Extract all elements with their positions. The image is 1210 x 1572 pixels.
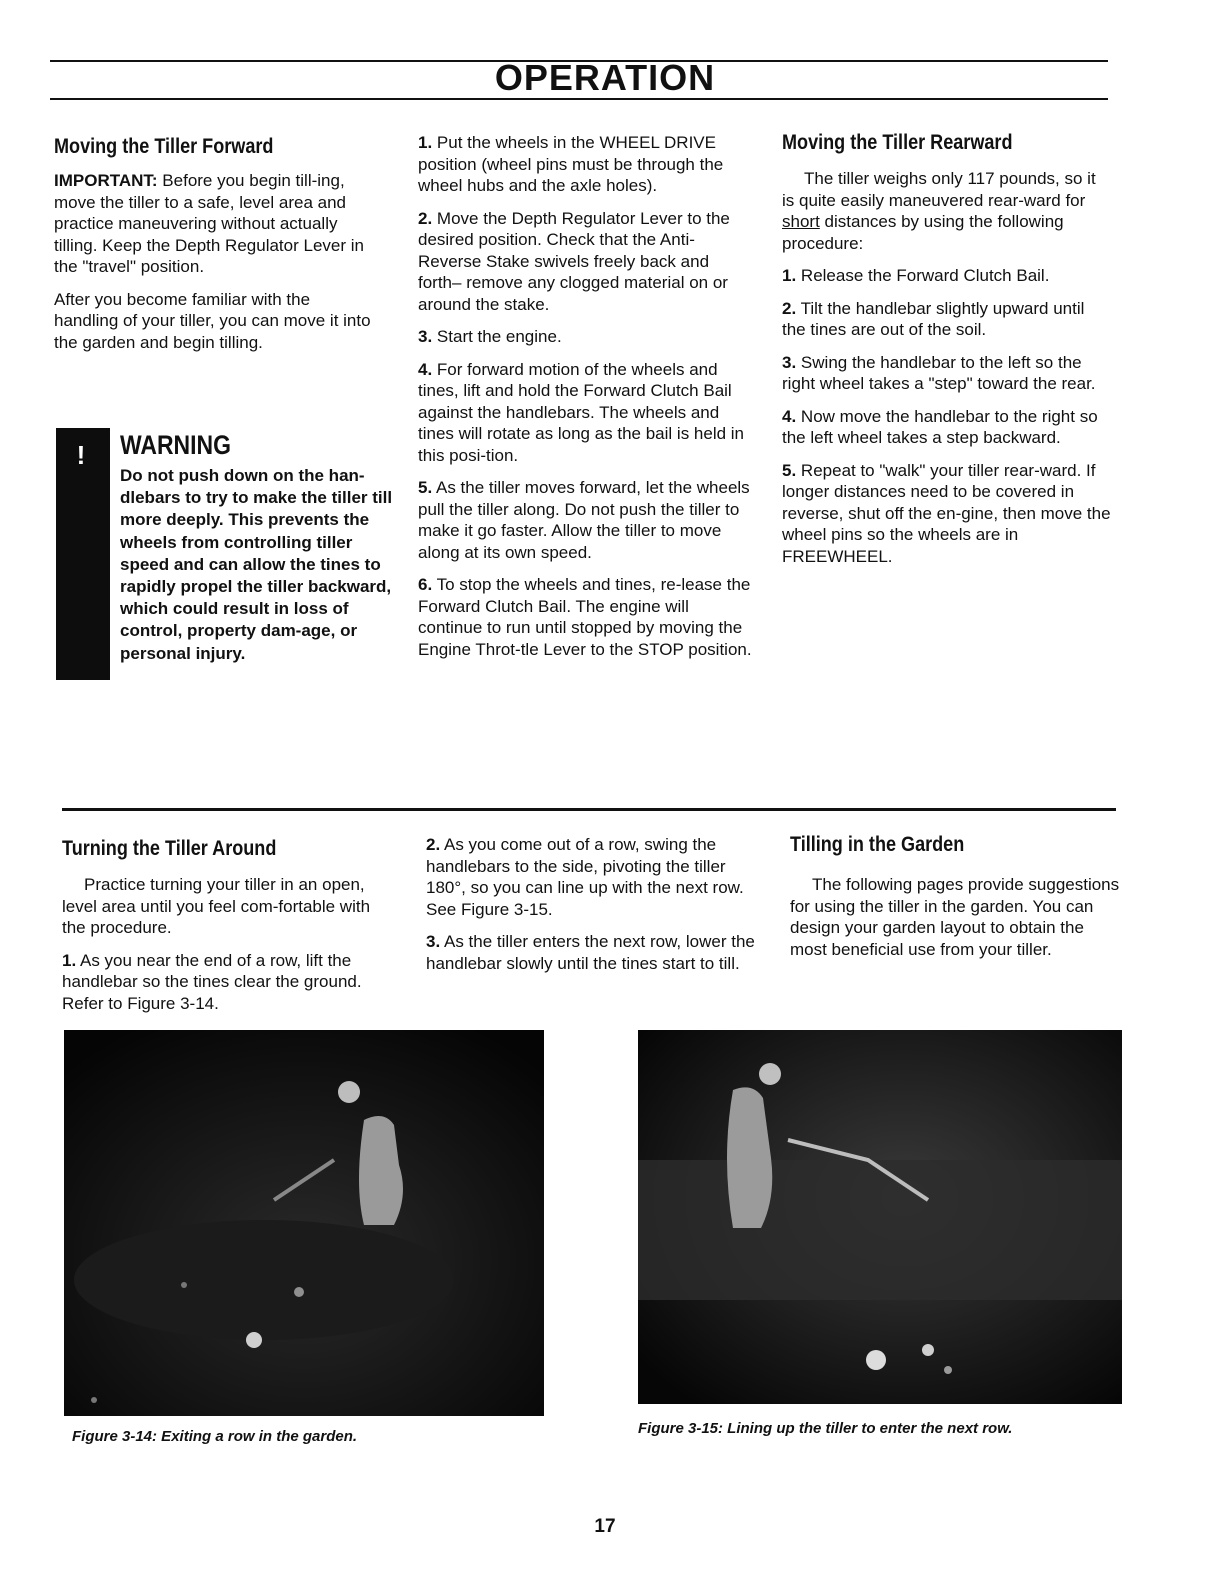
rearward-step: 2. Tilt the handlebar slightly upward until the tines are out of the soil.: [782, 298, 1085, 339]
rearward-section: [782, 168, 1112, 578]
figure-3-15-caption: Figure 3-15: Lining up the tiller to enter the next row.: [638, 1420, 1013, 1437]
figure-3-15-photo: [638, 1030, 1122, 1404]
forward-intro: [54, 170, 374, 364]
figure-3-15-image: [638, 1030, 1122, 1404]
rearward-step: 1. Release the Forward Clutch Bail.: [782, 266, 1050, 285]
important-text: Before you begin till-ing, move the tiller to a safe, level area and practice maneuvering without actually tilling. Keep the Depth Regulator Lever in the "travel" position.: [54, 171, 364, 276]
turning-steps-continued: [426, 834, 756, 985]
page-number: 17: [594, 1516, 616, 1537]
section-divider-rule: [62, 808, 1116, 811]
turning-intro: Practice turning your tiller in an open, level area until you feel com-fortable with the procedure.: [62, 875, 371, 937]
forward-step: 2. Move the Depth Regulator Lever to the desired position. Check that the Anti-Reverse Stake swivels freely back and forth– remove any clogged material on or around the stake.: [418, 208, 730, 314]
rearward-step: 5. Repeat to "walk" your tiller rear-ward. If longer distances need to be covered in reverse, shut off the en-gine, then move the wheel pins so the wheels are in FREEWHEEL.: [782, 460, 1111, 566]
warning-exclamation-icon: !: [76, 440, 86, 470]
rearward-intro: The tiller weighs only 117 pounds, so it is quite easily maneuvered rear-ward for short distances by using the following procedure:: [782, 169, 1096, 253]
garden-heading: Tilling in the Garden: [790, 833, 965, 856]
important-paragraph: [54, 170, 374, 278]
forward-step: 6. To stop the wheels and tines, re-lease the Forward Clutch Bail. The engine will continue to run until stopped by moving the Engine Throt-tle Lever to the STOP position.: [418, 575, 752, 659]
turning-step: 2. As you come out of a row, swing the handlebars to the side, pivoting the tiller 180°, so you can line up with the next row. See Figure 3-15.: [426, 835, 744, 919]
forward-para2: After you become familiar with the handling of your tiller, you can move it into the garden and begin tilling.: [54, 289, 371, 352]
forward-step: 5. As the tiller moves forward, let the wheels pull the tiller along. Do not push the tiller to make it go faster. Allow the tiller to move along at its own speed.: [418, 478, 750, 562]
turning-heading: Turning the Tiller Around: [62, 837, 277, 860]
garden-text: The following pages provide suggestions for using the tiller in the garden. You can design your garden layout to obtain the most beneficial use from your tiller.: [790, 875, 1120, 959]
forward-heading: Moving the Tiller Forward: [54, 135, 274, 158]
rearward-heading: Moving the Tiller Rearward: [782, 131, 1013, 154]
warning-title: WARNING: [120, 430, 231, 460]
forward-step: 4. For forward motion of the wheels and tines, lift and hold the Forward Clutch Bail against the handlebars. The wheels and tines will rotate as long as the bail is held in this posi-tion.: [418, 359, 745, 465]
figure-3-14-image: [64, 1030, 544, 1416]
turning-step: 3. As the tiller enters the next row, lower the handlebar slowly until the tines start to till.: [426, 932, 755, 973]
forward-steps: [418, 132, 754, 671]
important-label: IMPORTANT:: [54, 171, 158, 190]
figure-3-14-caption: Figure 3-14: Exiting a row in the garden.: [72, 1428, 358, 1445]
rearward-step: 3. Swing the handlebar to the left so the right wheel takes a "step" toward the rear.: [782, 352, 1096, 393]
warning-text: Do not push down on the han-dlebars to try to make the tiller till more deeply. This prevents the wheels from controlling tiller speed and can allow the tines to rapidly propel the tiller backward, which could result in loss of control, property dam-age, or personal injury.: [120, 466, 393, 663]
forward-step: 1. Put the wheels in the WHEEL DRIVE position (wheel pins must be through the wheel hubs and the axle holes).: [418, 133, 724, 195]
forward-step: 3. Start the engine.: [418, 327, 562, 346]
turning-step: 1. As you near the end of a row, lift the handlebar so the tines clear the ground. Refer to Figure 3-14.: [62, 950, 362, 1013]
figure-3-14-photo: [64, 1030, 544, 1416]
title-underline-rule: [50, 98, 1108, 100]
rearward-step: 4. Now move the handlebar to the right so the left wheel takes a step backward.: [782, 406, 1098, 447]
turning-section: [62, 874, 382, 1025]
page-title: OPERATION: [494, 57, 716, 98]
